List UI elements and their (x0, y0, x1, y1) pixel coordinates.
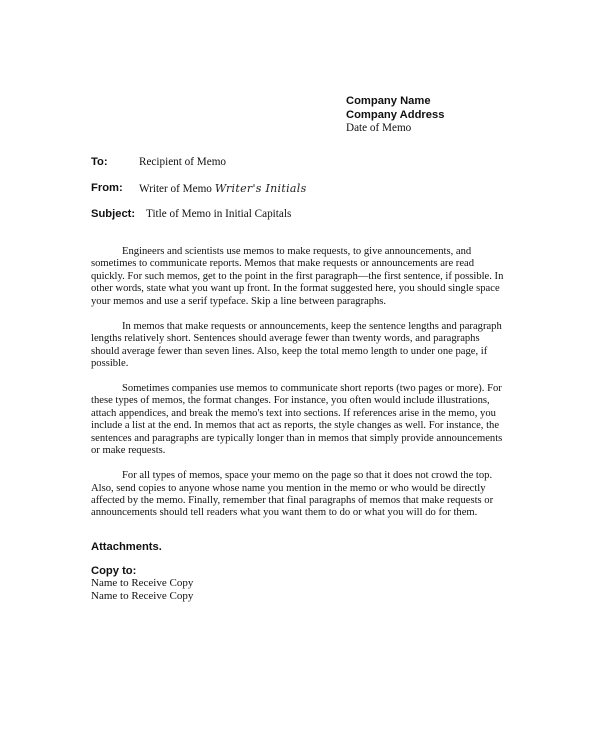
subject-value: Title of Memo in Initial Capitals (146, 208, 292, 220)
body-paragraph: For all types of memos, space your memo on the page so that it does not crowd the top. Also, send copies to anyone whose name you mention in the memo or who would be directly affected by the memo. Finally, remember that final paragraphs of memos that make requests or announcements should tell readers what you want them to do or what you will do for them. (91, 470, 494, 519)
memo-body (91, 246, 507, 532)
from-label: From: (91, 182, 123, 194)
from-initials: Writer's Initials (214, 182, 307, 195)
body-paragraph: In memos that make requests or announcements, keep the sentence lengths and paragraph lengths relatively short. Sentences should average fewer than twenty words, and paragraphs should average fewer than seven lines. Also, keep the total memo length to under one page, if possible. (91, 320, 502, 370)
to-value: Recipient of Memo (139, 156, 226, 168)
from-value: Writer of Memo (139, 183, 212, 195)
company-address: Company Address (346, 108, 445, 121)
copy-recipient: Name to Receive Copy (91, 577, 194, 589)
subject-label: Subject: (91, 208, 136, 220)
from-value-wrap (139, 182, 307, 195)
memo-date: Date of Memo (346, 122, 412, 134)
copy-recipient: Name to Receive Copy (91, 590, 194, 603)
memo-header (346, 95, 444, 136)
body-paragraph: Engineers and scientists use memos to make requests, to give announcements, and sometimes to communicate reports. Memos that make requests or announcements are read quickly. For such memos, get to the point in the first paragraph—the first sentence, if possible. In other words, state what you want up front. In the format suggested here, you should single space your memos and use a serif typeface. Skip a line between paragraphs. (91, 246, 504, 307)
copy-to-label: Copy to: (91, 565, 137, 577)
attachments-label: Attachments. (91, 541, 162, 553)
to-label: To: (91, 156, 108, 168)
body-paragraph: Sometimes companies use memos to communicate short reports (two pages or more). For these types of memos, the format changes. For instance, you often would include illustrations, attach appendices, and break the memo's text into sections. If references arise in the memo, you include a list at the end. In memos that act as reports, the style changes as well. For instance, the sentences and paragraphs are typically longer than in memos that simply provide announcements or make requests. (91, 382, 503, 457)
copy-recipient-list (91, 577, 193, 603)
company-name: Company Name (346, 95, 431, 107)
